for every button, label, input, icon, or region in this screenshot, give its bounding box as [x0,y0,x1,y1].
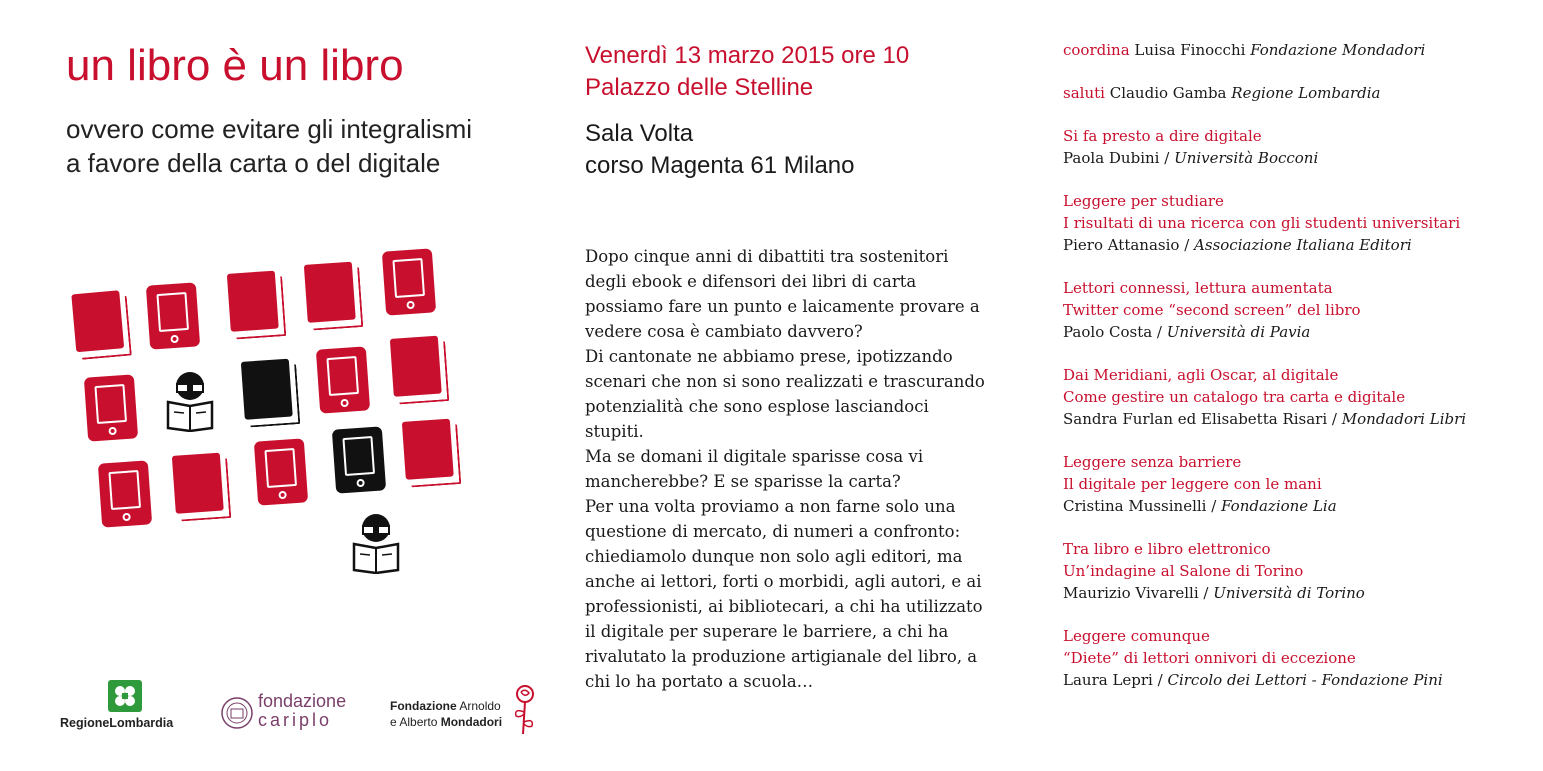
event-address: corso Magenta 61 Milano [585,152,855,179]
page-title: un libro è un libro [66,41,404,90]
mondadori-fondazione: Fondazione [390,699,457,713]
session-subtitle: Come gestire un catalogo tra carta e digitale [1063,388,1406,406]
session-title: Tra libro e libro elettronico [1063,540,1271,558]
session-title: Dai Meridiani, agli Oscar, al digitale [1063,366,1339,384]
event-room: Sala Volta [585,120,694,147]
session-3 [1063,277,1533,343]
session-subtitle: Twitter come “second screen” del libro [1063,301,1361,319]
rose-logo-icon [510,684,538,736]
saluti-org: Regione Lombardia [1231,84,1381,102]
session-org: Università Bocconi [1174,149,1319,167]
intro-line: questione di mercato, di numeri a confronto: [585,522,961,541]
event-info [585,40,909,182]
coordina-label: coordina [1063,41,1130,59]
coordina-org: Fondazione Mondadori [1250,41,1426,59]
tablet-icon [84,374,138,441]
session-title: Leggere comunque [1063,627,1210,645]
regione-lombardia-logo [58,680,198,730]
tablet-icon [254,438,308,505]
event-date: Venerdì 13 marzo 2015 ore 10 [585,42,910,69]
intro-line: chi lo ha portato a scuola… [585,672,814,691]
session-org: Circolo dei Lettori - Fondazione Pini [1167,671,1443,689]
tablet-icon [332,426,386,493]
session-speaker: Piero Attanasio / [1063,236,1190,254]
page-subtitle [66,112,472,180]
coordina-entry [1063,39,1533,61]
intro-line: degli ebook e difensori dei libri di carta [585,272,917,291]
mondadori-alberto: e Alberto [390,715,438,729]
session-org: Fondazione Lia [1221,497,1337,515]
session-speaker: Laura Lepri / [1063,671,1163,689]
session-2 [1063,190,1533,256]
saluti-entry [1063,82,1533,104]
session-org: Università di Torino [1213,584,1365,602]
tablet-icon [382,248,436,315]
session-org: Associazione Italiana Editori [1194,236,1412,254]
session-subtitle: Un’indagine al Salone di Torino [1063,562,1304,580]
intro-line: possiamo fare un punto e laicamente provare a [585,297,980,316]
session-subtitle: I risultati di una ricerca con gli studenti universitari [1063,214,1461,232]
book-icon [390,335,448,403]
session-subtitle: “Diete” di lettori onnivori di eccezione [1063,649,1356,667]
book-icon [71,290,130,358]
session-4 [1063,364,1533,430]
session-title: Leggere per studiare [1063,192,1224,210]
intro-text [585,244,1025,694]
seal-logo-icon [220,696,254,730]
tablet-icon [316,346,370,413]
cariplo-line-1: fondazione [258,691,347,711]
reader-icon [348,510,404,574]
book-icon [241,358,299,426]
intro-line: potenzialità che sono esplose lasciandoci [585,397,929,416]
intro-line: chiediamolo dunque non solo agli editori, ma [585,547,963,566]
cariplo-line-2: cariplo [258,710,333,730]
intro-line: mancherebbe? E se sparisse la carta? [585,472,901,491]
fondazione-cariplo-logo [220,688,380,738]
intro-line: Dopo cinque anni di dibattiti tra sostenitori [585,247,949,266]
intro-line: rivalutato la produzione artigianale del libro, a [585,647,978,666]
session-speaker: Cristina Mussinelli / [1063,497,1217,515]
intro-line: stupiti. [585,422,644,441]
book-icon [172,452,230,520]
subtitle-line-2: a favore della carta o del digitale [66,148,441,178]
session-6 [1063,538,1533,604]
session-speaker: Maurizio Vivarelli / [1063,584,1209,602]
session-subtitle: Il digitale per leggere con le mani [1063,475,1322,493]
session-7 [1063,625,1533,691]
intro-line: anche ai lettori, forti o morbidi, agli autori, e ai [585,572,982,591]
intro-line: vedere cosa è cambiato davvero? [585,322,863,341]
session-title: Si fa presto a dire digitale [1063,127,1262,145]
book-icon [304,261,362,329]
mondadori-name: Mondadori [440,715,503,729]
event-venue: Palazzo delle Stelline [585,74,814,101]
clover-logo-icon [108,680,142,712]
session-org: Mondadori Libri [1341,410,1467,428]
session-speaker: Paola Dubini / [1063,149,1170,167]
mondadori-arnoldo: Arnoldo [459,699,501,713]
saluti-name: Claudio Gamba [1109,84,1227,102]
session-title: Leggere senza barriere [1063,453,1242,471]
program-list [1063,39,1533,712]
intro-line: Per una volta proviamo a non farne solo una [585,497,956,516]
book-icon [227,270,285,338]
coordina-name: Luisa Finocchi [1134,41,1246,59]
tablet-icon [98,460,152,527]
session-5 [1063,451,1533,517]
fondazione-mondadori-logo [390,684,540,736]
tablet-icon [146,282,200,349]
book-icon [402,418,460,486]
intro-line: Di cantonate ne abbiamo prese, ipotizzando [585,347,953,366]
lombardia-label: RegioneLombardia [60,716,174,730]
session-1 [1063,125,1533,169]
intro-line: scenari che non si sono realizzati e trascurando [585,372,985,391]
intro-line: professionisti, ai bibliotecari, a chi ha utilizzato [585,597,983,616]
session-speaker: Sandra Furlan ed Elisabetta Risari / [1063,410,1337,428]
saluti-label: saluti [1063,84,1105,102]
session-speaker: Paolo Costa / [1063,323,1162,341]
session-org: Università di Pavia [1166,323,1311,341]
intro-line: il digitale per superare le barriere, a chi ha [585,622,949,641]
subtitle-line-1: ovvero come evitare gli integralismi [66,114,473,144]
intro-line: Ma se domani il digitale sparisse cosa vi [585,447,924,466]
reader-icon [162,368,218,432]
session-title: Lettori connessi, lettura aumentata [1063,279,1333,297]
